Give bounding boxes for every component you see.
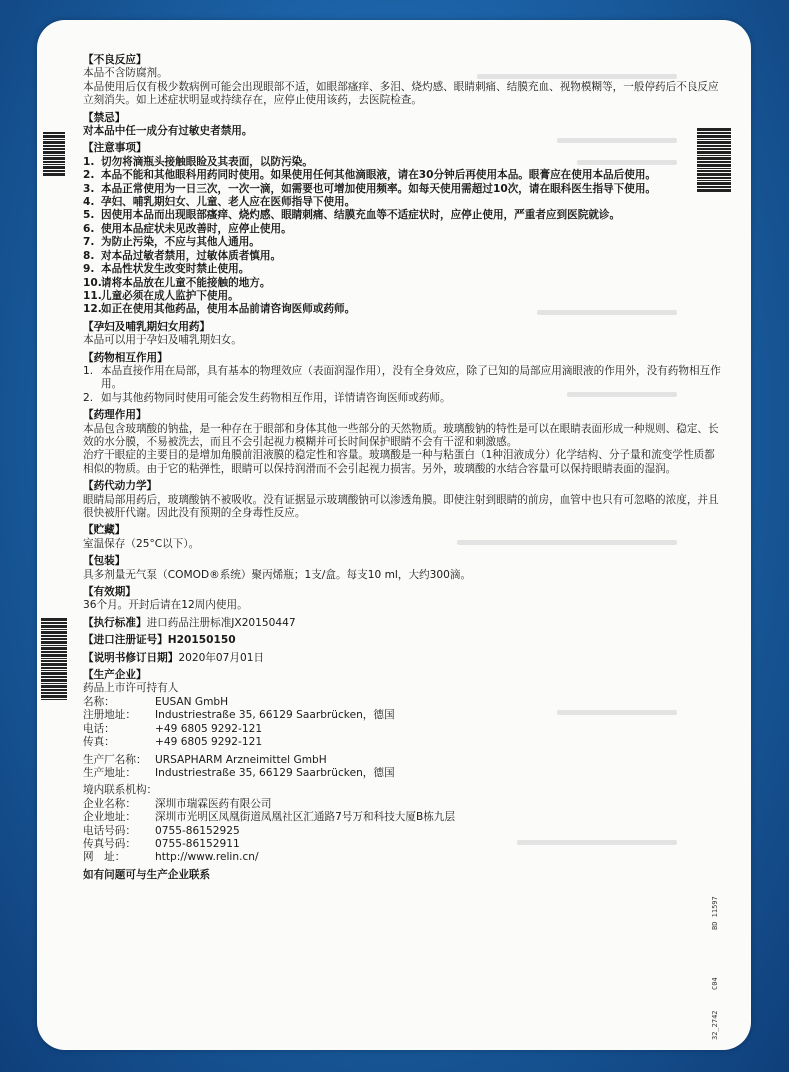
list-item xyxy=(83,196,723,209)
item-text: 对本品过敏者禁用，过敏体质者慎用。 xyxy=(101,249,282,262)
item-text: 本品直接作用在局部，具有基本的物理效应（表面润湿作用），没有全身效应，除了已知的局部应用滴眼液的作用外，没有药物相互作用。 xyxy=(101,364,721,391)
paragraph: 室温保存（25°C以下）。 xyxy=(83,537,200,550)
item-text: 如与其他药物同时使用可能会发生药物相互作用，详情请咨询医师或药师。 xyxy=(101,391,451,404)
standard-value: 进口药品注册标准JX20150447 xyxy=(146,616,296,629)
info-row xyxy=(83,825,723,838)
section-pharmacology xyxy=(83,409,723,476)
item-number: 5. xyxy=(83,209,95,222)
list-item xyxy=(83,169,723,182)
registration-value: H20150150 xyxy=(167,634,236,647)
info-value: +49 6805 9292-121 xyxy=(155,736,263,749)
section-title: 【说明书修订日期】 xyxy=(83,651,179,664)
info-value: 深圳市瑞霖医药有限公司 xyxy=(155,797,272,810)
item-number: 9. xyxy=(83,263,95,276)
section-revision-date xyxy=(83,652,723,665)
section-storage xyxy=(83,524,723,551)
interaction-list xyxy=(83,365,723,405)
contact-footer: 如有问题可与生产企业联系 xyxy=(83,868,211,881)
info-label: 企业名称： xyxy=(83,797,136,810)
info-label: 注册地址： xyxy=(83,709,136,722)
item-text: 本品性状发生改变时禁止使用。 xyxy=(101,263,250,276)
info-row xyxy=(83,736,723,749)
section-title: 【执行标准】 xyxy=(83,616,147,629)
paragraph: 36个月。开封后请在12周内使用。 xyxy=(83,599,248,612)
leaflet-content xyxy=(83,54,723,886)
section-standard xyxy=(83,617,723,630)
info-value: 深圳市光明区凤凰街道凤凰社区汇通路7号万和科技大厦B栋九层 xyxy=(155,811,456,824)
info-value: URSAPHARM Arzneimittel GmbH xyxy=(155,753,327,766)
item-number: 4. xyxy=(83,196,95,209)
info-label: 网 址： xyxy=(83,851,126,864)
item-text: 如正在使用其他药品，使用本品前请咨询医师或药师。 xyxy=(101,303,356,316)
section-manufacturer xyxy=(83,669,723,882)
item-text: 为防止污染，不应与其他人通用。 xyxy=(101,236,260,249)
info-label: 传真号码： xyxy=(83,837,136,850)
section-adverse-reactions xyxy=(83,54,723,108)
info-value: EUSAN GmbH xyxy=(155,695,229,708)
section-package xyxy=(83,555,723,582)
section-title: 【有效期】 xyxy=(83,586,136,599)
item-text: 本品不能和其他眼科用药同时使用。如果使用任何其他滴眼液，请在30分钟后再使用本品。眼膏应在使用本品后使用。 xyxy=(101,169,657,182)
section-title: 【药物相互作用】 xyxy=(83,351,168,364)
paragraph: 具多剂量无气泵（COMOD®系统）聚丙烯瓶；1支/盒。每支10 ml，大约300滴。 xyxy=(83,568,472,581)
section-title: 【不良反应】 xyxy=(83,54,147,66)
list-item xyxy=(83,156,723,169)
info-value: 0755-86152925 xyxy=(155,824,240,837)
list-item xyxy=(83,277,723,290)
side-code-2: C04 xyxy=(711,977,719,990)
section-title: 【药理作用】 xyxy=(83,409,147,422)
producer-list xyxy=(83,754,723,781)
item-text: 孕妇、哺乳期妇女、儿童、老人应在医师指导下使用。 xyxy=(101,196,356,209)
paragraph: 本品不含防腐剂。 xyxy=(83,67,168,80)
section-validity xyxy=(83,586,723,613)
item-text: 因使用本品而出现眼部瘙痒、烧灼感、眼睛刺痛、结膜充血等不适症状时，应停止使用，严重者应到医院就诊。 xyxy=(101,209,621,222)
section-precautions xyxy=(83,142,723,316)
paragraph: 眼睛局部用药后，玻璃酸钠不被吸收。没有证据显示玻璃酸钠可以渗透角膜。即使注射到眼睛的前房，血管中也只有可忽略的浓度，并且很快被肝代谢。因此没有预期的全身毒性反应。 xyxy=(83,493,719,519)
section-title: 【包装】 xyxy=(83,555,126,568)
item-number: 10. xyxy=(83,276,102,289)
item-number: 11. xyxy=(83,289,102,302)
info-row xyxy=(83,754,723,767)
item-text: 请将本品放在儿童不能接触的地方。 xyxy=(101,276,271,289)
info-value: 0755-86152911 xyxy=(155,837,240,850)
precaution-list xyxy=(83,156,723,317)
info-label: 生产地址： xyxy=(83,766,136,779)
list-item xyxy=(83,303,723,316)
section-interactions xyxy=(83,352,723,406)
domestic-label: 境内联系机构： xyxy=(83,784,158,797)
item-text: 本品正常使用为一日三次，一次一滴，如需要也可增加使用频率。如每天使用需超过10次，请在眼科医生指导下使用。 xyxy=(101,182,657,195)
section-title: 【孕妇及哺乳期妇女用药】 xyxy=(83,320,211,333)
list-item xyxy=(83,250,723,263)
info-label: 企业地址： xyxy=(83,811,136,824)
list-item xyxy=(83,223,723,236)
info-row xyxy=(83,851,723,864)
info-row xyxy=(83,767,723,780)
info-value: Industriestraße 35, 66129 Saarbrücken，德国 xyxy=(155,766,395,779)
barcode-left-bottom xyxy=(41,618,67,701)
item-number: 1. xyxy=(83,155,95,168)
list-item xyxy=(83,183,723,196)
item-number: 12. xyxy=(83,303,102,316)
list-item xyxy=(83,263,723,276)
item-number: 3. xyxy=(83,182,95,195)
paragraph: 治疗干眼症的主要目的是增加角膜前泪液膜的稳定性和容量。玻璃酸是一种与粘蛋白（1种泪液成分）化学结构、分子量和流变学性质都相似的物质。由于它的粘弹性，眼睛可以保持润滑而不会引起视力损害。另外，玻璃酸的水结合容量可以保持眼睛表面的湿润。 xyxy=(83,449,715,475)
list-item xyxy=(83,290,723,303)
info-label: 电话： xyxy=(83,722,115,735)
paragraph: 本品可以用于孕妇及哺乳期妇女。 xyxy=(83,334,242,347)
item-number: 1. xyxy=(83,364,94,377)
section-title: 【药代动力学】 xyxy=(83,480,158,493)
section-pregnancy xyxy=(83,321,723,348)
section-title: 【生产企业】 xyxy=(83,669,147,682)
holder-label: 药品上市许可持有人 xyxy=(83,682,179,695)
section-title: 【禁忌】 xyxy=(83,111,126,124)
side-code-3: 32_2742 xyxy=(711,1010,719,1040)
info-label: 生产厂名称： xyxy=(83,753,147,766)
info-row xyxy=(83,838,723,851)
barcode-left-top xyxy=(43,132,65,177)
item-number: 2. xyxy=(83,169,95,182)
info-label: 传真： xyxy=(83,736,115,749)
item-number: 6. xyxy=(83,222,95,235)
paragraph: 本品包含玻璃酸的钠盐，是一种存在于眼部和身体其他一些部分的天然物质。玻璃酸钠的特性是可以在眼睛表面形成一种规则、稳定、长效的水分膜，不易被洗去，而且不会引起视力模糊并可长时间保护眼睛不会有干涩和刺激感。 xyxy=(83,422,719,448)
item-number: 2. xyxy=(83,391,94,404)
info-label: 电话号码： xyxy=(83,824,136,837)
info-value: +49 6805 9292-121 xyxy=(155,722,263,735)
section-pharmacokinetics xyxy=(83,480,723,520)
item-number: 8. xyxy=(83,249,95,262)
item-text: 儿童必须在成人监护下使用。 xyxy=(101,289,239,302)
section-registration xyxy=(83,634,723,647)
list-item xyxy=(83,365,723,392)
item-text: 使用本品症状未见改善时，应停止使用。 xyxy=(101,222,292,235)
section-title: 【进口注册证号】 xyxy=(83,634,168,647)
list-item xyxy=(83,392,723,405)
leaflet-paper xyxy=(37,20,751,1050)
info-label: 名称： xyxy=(83,695,115,708)
info-row xyxy=(83,811,723,824)
holder-list xyxy=(83,696,723,750)
item-number: 7. xyxy=(83,236,95,249)
section-title: 【贮藏】 xyxy=(83,524,126,537)
info-value: Industriestraße 35, 66129 Saarbrücken，德国 xyxy=(155,709,395,722)
section-contraindications xyxy=(83,112,723,139)
info-row xyxy=(83,798,723,811)
side-code-1: BD 11597 xyxy=(711,896,719,930)
section-title: 【注意事项】 xyxy=(83,142,147,155)
list-item xyxy=(83,236,723,249)
list-item xyxy=(83,209,723,222)
domestic-list xyxy=(83,798,723,865)
info-row xyxy=(83,723,723,736)
info-row xyxy=(83,709,723,722)
revision-date-value: 2020年07月01日 xyxy=(178,651,265,664)
paragraph: 本品使用后仅有极少数病例可能会出现眼部不适，如眼部瘙痒、多泪、烧灼感、眼睛刺痛、结膜充血、视物模糊等，一般停药后不良反应立刻消失。如上述症状明显或持续存在，应停止使用该药，去医院检查。 xyxy=(83,80,719,107)
item-text: 切勿将滴瓶头接触眼睑及其表面，以防污染。 xyxy=(101,155,313,168)
info-row xyxy=(83,696,723,709)
paragraph: 对本品中任一成分有过敏史者禁用。 xyxy=(83,125,253,138)
info-value: http://www.relin.cn/ xyxy=(155,851,259,864)
